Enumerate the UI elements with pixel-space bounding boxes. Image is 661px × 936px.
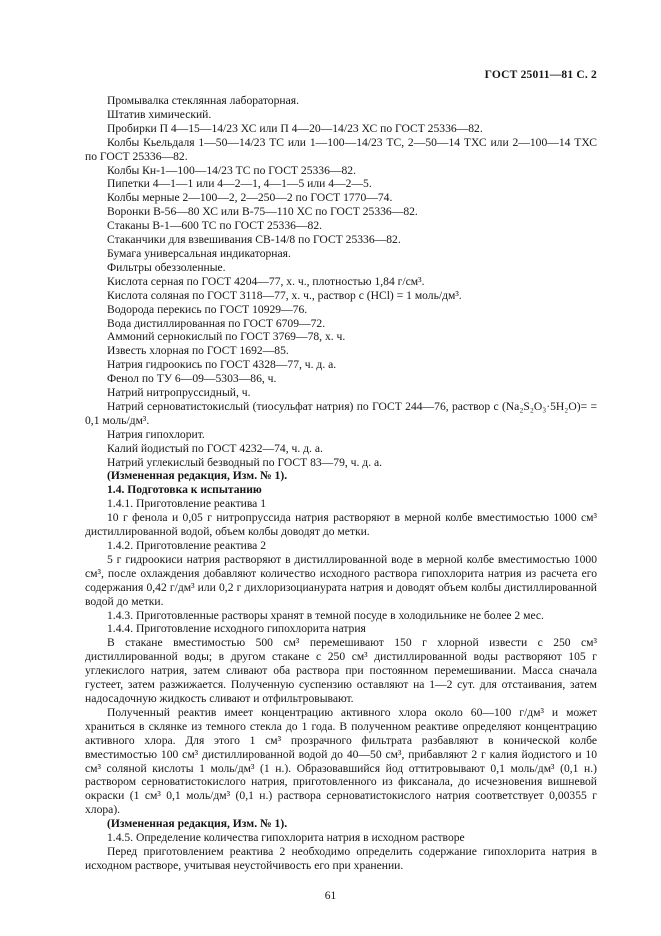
paragraph: Колбы Кн-1—100—14/23 ТС по ГОСТ 25336—82. bbox=[107, 163, 356, 177]
paragraph: Натрий нитропруссидный, ч. bbox=[107, 386, 251, 400]
paragraph: Колбы Кьельдаля 1—50—14/23 ТС или 1—100—14/23 ТС, 2—50—14 ТХС или 2—100—14 ТХС по ГОСТ 25336—82. bbox=[85, 135, 597, 163]
paragraph: Полученный реактив имеет концентрацию активного хлора около 60—100 г/дм³ и может храниться в склянке из темного стекла до 1 года. В полученном реактиве определяют концентрацию активного хлора. Для этого 1 см³ прозрачного фильтрата разбавляют в конической колбе вместимостью 100 см³ дистиллированной водой до 40—50 см³, прибавляют 2 г калия йодистого и 10 см³ соляной кислоты 1 моль/дм³ (1 н.). Образовавшийся йод оттитровывают 0,1 моль/дм³ (0,1 н.) раствором серноватистокислого натрия, приготовленного из фиксанала, до исчезновения вишневой окраски (1 см³ 0,1 моль/дм³ (0,1 н.) раствора серноватистокислого натрия соответствует 0,00355 г хлора). bbox=[85, 705, 597, 817]
paragraph: Бумага универсальная индикаторная. bbox=[107, 246, 291, 260]
paragraph: Вода дистиллированная по ГОСТ 6709—72. bbox=[107, 316, 326, 330]
paragraph: Фенол по ТУ 6—09—5303—86, ч. bbox=[107, 372, 277, 386]
paragraph: 5 г гидроокиси натрия растворяют в дистиллированной воде в мерной колбе вместимостью 1000 см³, после охлаждения добавляют количество исходного раствора гипохлорита натрия из расчета его содержания 0,42 г/дм³ или 0,2 г дихлоризоцианурата натрия и доводят объем колбы дистиллированной водой до метки. bbox=[85, 552, 597, 608]
paragraph: Калий йодистый по ГОСТ 4232—74, ч. д. а. bbox=[107, 441, 323, 455]
paragraph: (Измененная редакция, Изм. № 1). bbox=[107, 469, 288, 483]
paragraph: В стакане вместимостью 500 см³ перемешивают 150 г хлорной извести с 250 см³ дистиллированной воды; в другом стакане с 250 см³ дистиллированной воды растворяют 105 г углекислого натрия, затем сливают оба раствора при постоянном перемешивании. Масса сначала густеет, затем разжижается. Полученную суспензию оставляют на 1—2 сут. для отстаивания, затем надосадочную жидкость сливают и отфильтровывают. bbox=[85, 636, 597, 705]
paragraph: Перед приготовлением реактива 2 необходимо определить содержание гипохлорита натрия в исходном растворе, учитывая неустойчивость его при хранении. bbox=[85, 844, 597, 872]
paragraph: 1.4.1. Приготовление реактива 1 bbox=[107, 497, 267, 511]
paragraph: Известь хлорная по ГОСТ 1692—85. bbox=[107, 344, 289, 358]
page-number: 61 bbox=[324, 890, 337, 902]
paragraph: Водорода перекись по ГОСТ 10929—76. bbox=[107, 302, 308, 316]
paragraph: Стаканчики для взвешивания СВ-14/8 по ГОСТ 25336—82. bbox=[107, 233, 401, 247]
paragraph: Колбы мерные 2—100—2, 2—250—2 по ГОСТ 1770—74. bbox=[107, 191, 393, 205]
paragraph: 1.4.4. Приготовление исходного гипохлорита натрия bbox=[107, 622, 366, 636]
paragraph: Воронки В-56—80 ХС или В-75—110 ХС по ГОСТ 25336—82. bbox=[107, 205, 418, 219]
paragraph: Пробирки П 4—15—14/23 ХС или П 4—20—14/23 ХС по ГОСТ 25336—82. bbox=[107, 121, 483, 135]
paragraph: 1.4.3. Приготовленные растворы хранят в темной посуде в холодильнике не более 2 мес. bbox=[107, 608, 544, 622]
document-body bbox=[85, 94, 597, 873]
paragraph: 1.4.2. Приготовление реактива 2 bbox=[107, 539, 267, 552]
paragraph: Натрий углекислый безводный по ГОСТ 83—79, ч. д. а. bbox=[107, 455, 383, 469]
paragraph: 1.4.5. Определение количества гипохлорита натрия в исходном растворе bbox=[107, 831, 465, 845]
paragraph: Стаканы В-1—600 ТС по ГОСТ 25336—82. bbox=[107, 219, 323, 233]
paragraph: Натрия гипохлорит. bbox=[107, 427, 205, 441]
paragraph: 10 г фенола и 0,05 г нитропруссида натрия растворяют в мерной колбе вместимостью 1000 см³ дистиллированной водой, объем колбы доводят до метки. bbox=[85, 511, 597, 539]
paragraph: (Измененная редакция, Изм. № 1). bbox=[107, 817, 288, 831]
paragraph: Фильтры обеззоленные. bbox=[107, 260, 226, 274]
paragraph: Промывалка стеклянная лабораторная. bbox=[107, 94, 299, 107]
paragraph: Пипетки 4—1—1 или 4—2—1, 4—1—5 или 4—2—5. bbox=[107, 177, 372, 191]
page-header-gost-number: ГОСТ 25011—81 С. 2 bbox=[484, 69, 597, 81]
paragraph: Кислота соляная по ГОСТ 3118—77, х. ч., раствор с (HCl) = 1 моль/дм³. bbox=[107, 288, 462, 302]
paragraph: Штатив химический. bbox=[107, 107, 212, 121]
paragraph: Аммоний сернокислый по ГОСТ 3769—78, х. ч. bbox=[107, 330, 346, 344]
paragraph: Натрия гидроокись по ГОСТ 4328—77, ч. д. а. bbox=[107, 358, 337, 372]
paragraph: Кислота серная по ГОСТ 4204—77, х. ч., плотностью 1,84 г/см³. bbox=[107, 274, 425, 288]
paragraph: 1.4. Подготовка к испытанию bbox=[107, 483, 262, 497]
paragraph: Натрий серноватистокислый (тиосульфат натрия) по ГОСТ 244—76, раствор с (Na₂S₂O₃·5H₂O)= = 0,1 моль/дм³. bbox=[85, 399, 597, 427]
